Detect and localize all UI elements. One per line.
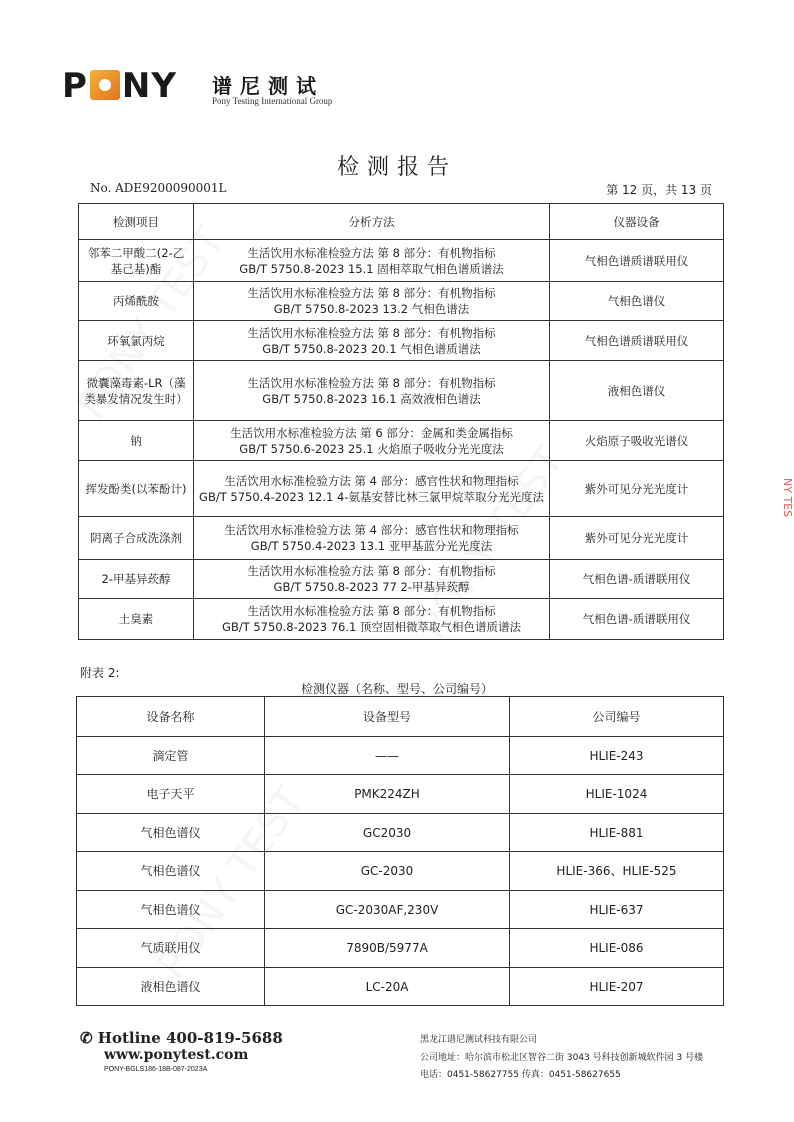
- equipment-name-cell: 液相色谱仪: [77, 968, 265, 1006]
- item-cell: 挥发酚类(以苯酚计): [79, 461, 194, 517]
- table-row: [77, 852, 724, 891]
- table-row: [79, 461, 724, 517]
- equipment-header-row: [77, 697, 724, 737]
- item-cell: 微囊藻毒素-LR（藻类暴发情况发生时）: [79, 361, 194, 421]
- equipment-name-cell: 电子天平: [77, 775, 265, 814]
- method-cell: 生活饮用水标准检验方法 第 8 部分：有机物指标 GB/T 5750.8-2023 16.1 高效液相色谱法: [194, 361, 550, 421]
- instrument-cell: 气相色谱质谱联用仪: [550, 240, 724, 282]
- table-row: [77, 775, 724, 814]
- equipment-code-cell: HLIE-637: [510, 891, 724, 929]
- equipment-table: [76, 696, 724, 1006]
- item-cell: 土臭素: [79, 599, 194, 640]
- equipment-model-cell: ——: [265, 737, 510, 775]
- item-cell: 阴离子合成洗涤剂: [79, 517, 194, 560]
- equipment-name-cell: 气相色谱仪: [77, 852, 265, 891]
- instrument-cell: 紫外可见分光光度计: [550, 461, 724, 517]
- equipment-model-cell: GC2030: [265, 814, 510, 852]
- table-row: [79, 517, 724, 560]
- method-cell: 生活饮用水标准检验方法 第 8 部分：有机物指标 GB/T 5750.8-2023 13.2 气相色谱法: [194, 282, 550, 321]
- equipment-code-cell: HLIE-207: [510, 968, 724, 1006]
- table-row: [79, 421, 724, 461]
- equipment-name-cell: 气相色谱仪: [77, 814, 265, 852]
- appendix-label: 附表 2:: [80, 666, 120, 680]
- table-row: [77, 814, 724, 852]
- seal-stamp-fragment: NY TES: [781, 478, 794, 518]
- header-instrument: 仪器设备: [550, 204, 724, 240]
- website-link[interactable]: www.ponytest.com: [104, 1047, 249, 1063]
- header-company-code: 公司编号: [510, 697, 724, 737]
- table-row: [79, 599, 724, 640]
- instrument-cell: 气相色谱质谱联用仪: [550, 321, 724, 361]
- header-equipment-model: 设备型号: [265, 697, 510, 737]
- logo-company-en: Pony Testing International Group: [212, 96, 333, 106]
- equipment-model-cell: PMK224ZH: [265, 775, 510, 814]
- footer-phones: 电话：0451-58627755 传真：0451-58627655: [420, 1070, 621, 1080]
- instrument-cell: 气相色谱仪: [550, 282, 724, 321]
- equipment-model-cell: LC-20A: [265, 968, 510, 1006]
- report-number: No. ADE9200090001L: [90, 181, 227, 195]
- table-row: [79, 321, 724, 361]
- hotline: ✆ Hotline 400-819-5688: [80, 1029, 283, 1047]
- item-cell: 丙烯酰胺: [79, 282, 194, 321]
- methods-table: [78, 203, 724, 640]
- logo-company-cn: 谱尼测试: [212, 74, 324, 98]
- equipment-code-cell: HLIE-1024: [510, 775, 724, 814]
- table-row: [79, 361, 724, 421]
- footer-address: 公司地址：哈尔滨市松北区智谷二街 3043 号科技创新城软件园 3 号楼: [420, 1053, 704, 1063]
- equipment-code-cell: HLIE-366、HLIE-525: [510, 852, 724, 891]
- table-row: [77, 929, 724, 968]
- equipment-model-cell: GC-2030AF,230V: [265, 891, 510, 929]
- table-row: [77, 968, 724, 1006]
- equipment-name-cell: 滴定管: [77, 737, 265, 775]
- table-row: [77, 891, 724, 929]
- method-cell: 生活饮用水标准检验方法 第 4 部分：感官性状和物理指标 GB/T 5750.4-2023 12.1 4-氨基安替比林三氯甲烷萃取分光光度法: [194, 461, 550, 517]
- item-cell: 钠: [79, 421, 194, 461]
- instrument-cell: 液相色谱仪: [550, 361, 724, 421]
- item-cell: 邻苯二甲酸二(2-乙基己基)酯: [79, 240, 194, 282]
- logo-o-mark: [90, 70, 120, 100]
- item-cell: 2-甲基异莰醇: [79, 560, 194, 599]
- method-cell: 生活饮用水标准检验方法 第 8 部分：有机物指标 GB/T 5750.8-2023 20.1 气相色谱质谱法: [194, 321, 550, 361]
- instrument-cell: 气相色谱-质谱联用仪: [550, 560, 724, 599]
- equipment-caption: 检测仪器（名称、型号、公司编号）: [300, 682, 493, 696]
- form-number: PONY-BGLS186-18B-087-2023A: [104, 1066, 208, 1073]
- table-row: [79, 240, 724, 282]
- header-equipment-name: 设备名称: [77, 697, 265, 737]
- logo-wordmark: P NY: [62, 66, 177, 106]
- equipment-model-cell: GC-2030: [265, 852, 510, 891]
- item-cell: 环氧氯丙烷: [79, 321, 194, 361]
- equipment-model-cell: 7890B/5977A: [265, 929, 510, 968]
- equipment-code-cell: HLIE-086: [510, 929, 724, 968]
- table-row: [79, 560, 724, 599]
- table-row: [79, 282, 724, 321]
- equipment-name-cell: 气相色谱仪: [77, 891, 265, 929]
- header-item: 检测项目: [79, 204, 194, 240]
- methods-header-row: [79, 204, 724, 240]
- table-row: [77, 737, 724, 775]
- page-indicator: 第 12 页，共 13 页: [606, 183, 712, 197]
- method-cell: 生活饮用水标准检验方法 第 8 部分：有机物指标 GB/T 5750.8-2023 77 2-甲基异莰醇: [194, 560, 550, 599]
- instrument-cell: 紫外可见分光光度计: [550, 517, 724, 560]
- footer-company: 黑龙江谱尼测试科技有限公司: [420, 1035, 538, 1045]
- method-cell: 生活饮用水标准检验方法 第 8 部分：有机物指标 GB/T 5750.8-2023 76.1 顶空固相微萃取气相色谱质谱法: [194, 599, 550, 640]
- method-cell: 生活饮用水标准检验方法 第 6 部分：金属和类金属指标 GB/T 5750.6-2023 25.1 火焰原子吸收分光光度法: [194, 421, 550, 461]
- equipment-name-cell: 气质联用仪: [77, 929, 265, 968]
- instrument-cell: 火焰原子吸收光谱仪: [550, 421, 724, 461]
- instrument-cell: 气相色谱-质谱联用仪: [550, 599, 724, 640]
- method-cell: 生活饮用水标准检验方法 第 8 部分：有机物指标 GB/T 5750.8-2023 15.1 固相萃取气相色谱质谱法: [194, 240, 550, 282]
- company-logo: [62, 66, 362, 110]
- equipment-code-cell: HLIE-243: [510, 737, 724, 775]
- report-title: 检测报告: [336, 155, 457, 180]
- header-method: 分析方法: [194, 204, 550, 240]
- method-cell: 生活饮用水标准检验方法 第 4 部分：感官性状和物理指标 GB/T 5750.4-2023 13.1 亚甲基蓝分光光度法: [194, 517, 550, 560]
- equipment-code-cell: HLIE-881: [510, 814, 724, 852]
